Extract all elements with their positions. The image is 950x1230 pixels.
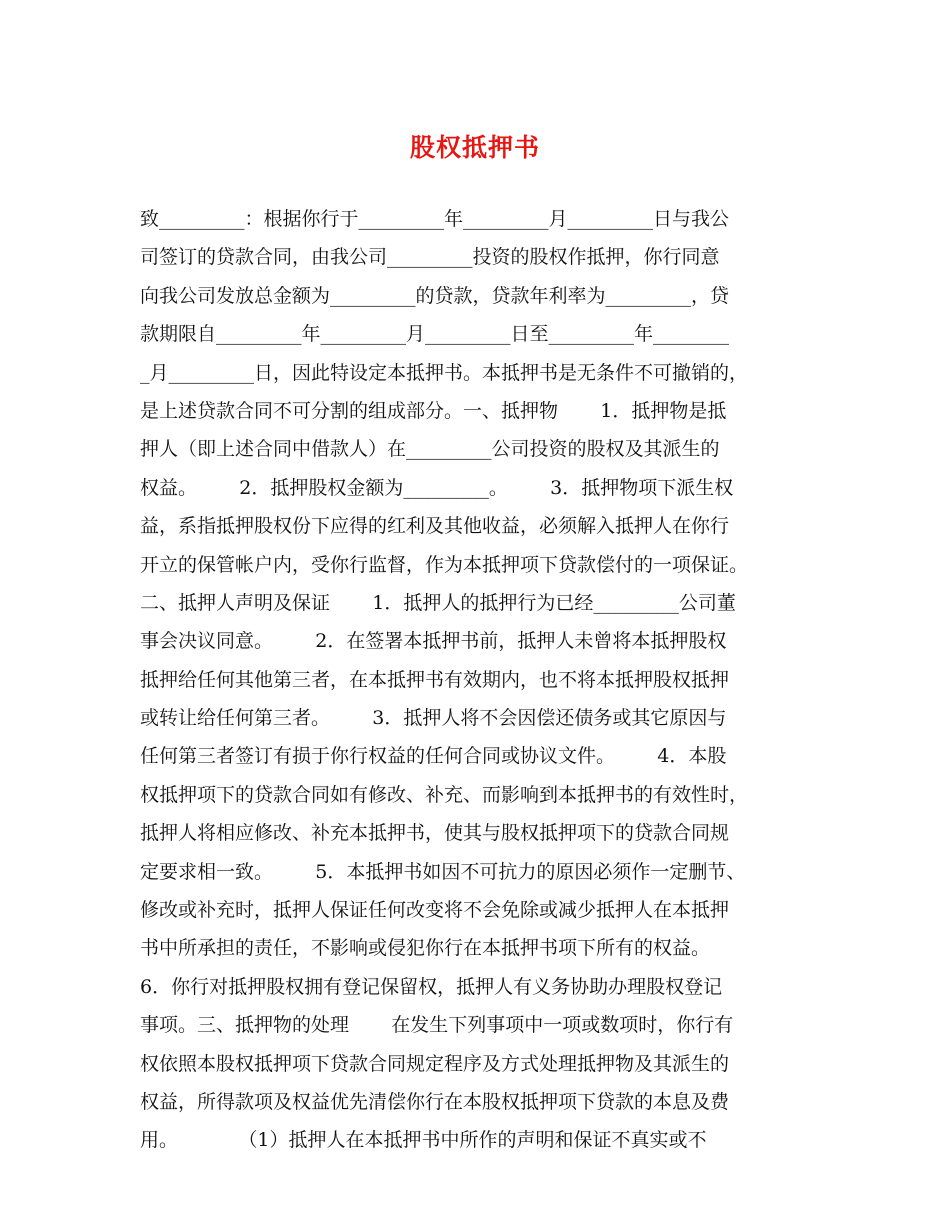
document-body (140, 200, 820, 1160)
body-line: 权抵押项下的贷款合同如有修改、补充、而影响到本抵押书的有效性时， (140, 783, 749, 806)
body-line: 款期限自_________年_________月_________日至_________年________ (140, 323, 730, 346)
document-title: 股权抵押书 (409, 133, 540, 162)
body-line: 司签订的贷款合同，由我公司_________投资的股权作抵押，你行同意 (140, 246, 720, 269)
body-line: 向我公司发放总金额为_________的贷款，贷款年利率为_________，贷 (140, 284, 730, 307)
body-line: _月_________日，因此特设定本抵押书。本抵押书是无条件不可撤销的， (140, 361, 749, 384)
body-line: 书中所承担的责任，不影响或侵犯你行在本抵押书项下所有的权益。 (140, 937, 711, 960)
body-line: 权益。 2．抵押股权金额为_________。 3．抵押物项下派生权 (140, 476, 734, 499)
body-line: 押人（即上述合同中借款人）在_________公司投资的股权及其派生的 (140, 438, 720, 461)
body-line: 权益，所得款项及权益优先清偿你行在本股权抵押项下贷款的本息及费 (140, 1090, 730, 1113)
body-line: 或转让给任何第三者。 3．抵押人将不会因偿还债务或其它原因与 (140, 707, 727, 730)
body-line: 开立的保管帐户内，受你行监督，作为本抵押项下贷款偿付的一项保证。 (140, 553, 749, 576)
body-line: 用。 （1）抵押人在本抵押书中所作的声明和保证不真实或不 (140, 1129, 707, 1152)
body-line: 6．你行对抵押股权拥有登记保留权，抵押人有义务协助办理股权登记 (140, 975, 723, 998)
body-line: 定要求相一致。 5．本抵押书如因不可抗力的原因必须作一定删节、 (140, 860, 746, 883)
body-line: 事会决议同意。 2．在签署本抵押书前，抵押人未曾将本抵押股权 (140, 630, 727, 653)
body-line: 事项。三、抵押物的处理 在发生下列事项中一项或数项时，你行有 (140, 1014, 734, 1037)
body-line: 致_________：根据你行于_________年_________月_________日与我公 (140, 208, 730, 230)
body-line: 抵押人将相应修改、补充本抵押书，使其与股权抵押项下的贷款合同规 (140, 822, 730, 845)
body-line: 是上述贷款合同不可分割的组成部分。一、抵押物 1．抵押物是抵 (140, 399, 727, 422)
body-line: 抵押给任何其他第三者，在本抵押书有效期内，也不将本抵押股权抵押 (140, 668, 730, 691)
body-line: 修改或补充时，抵押人保证任何改变将不会免除或减少抵押人在本抵押 (140, 899, 730, 922)
body-line: 任何第三者签订有损于你行权益的任何合同或协议文件。 4．本股 (140, 745, 727, 768)
body-line: 权依照本股权抵押项下贷款合同规定程序及方式处理抵押物及其派生的 (140, 1052, 730, 1075)
body-line: 二、抵押人声明及保证 1．抵押人的抵押行为已经_________公司董 (140, 591, 736, 614)
body-line: 益，系指抵押股权份下应得的红利及其他收益，必须解入抵押人在你行 (140, 515, 730, 538)
